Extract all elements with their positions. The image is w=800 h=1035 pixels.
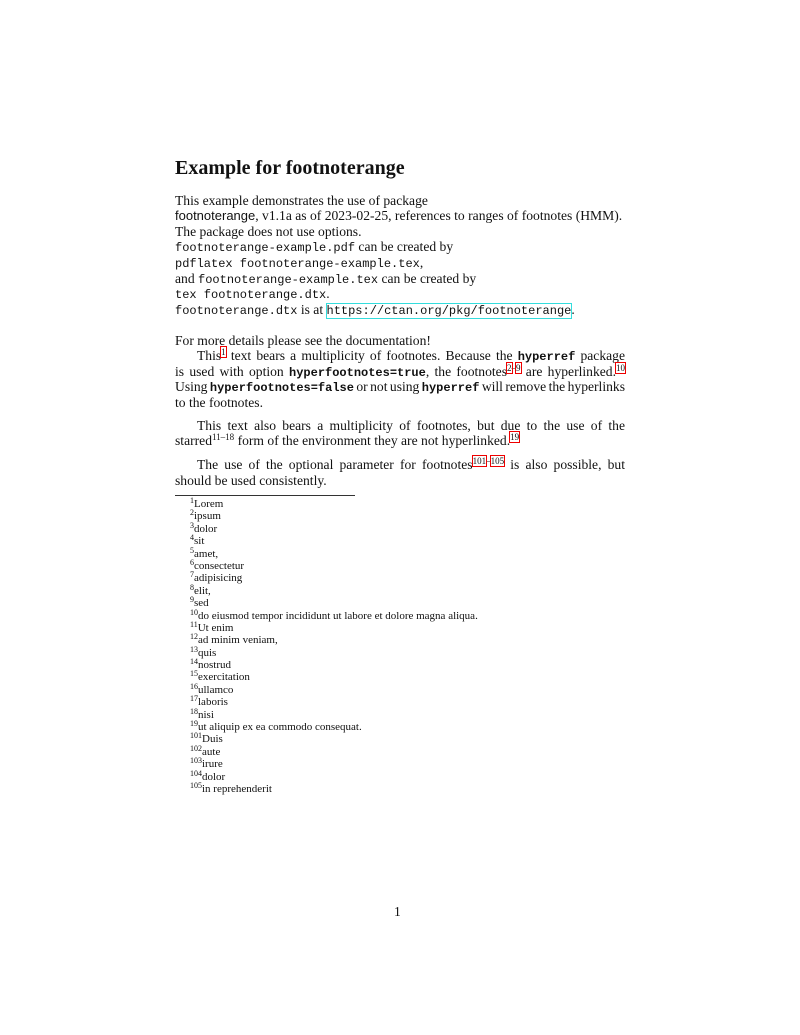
footnote-text: dolor: [202, 770, 226, 783]
text: This text also bears a multiplicity of footnotes, but due to the use of the: [197, 418, 625, 433]
p2-line: [175, 432, 625, 450]
footnote-number: 18: [190, 706, 198, 716]
footnote-number: 105: [190, 780, 202, 790]
filename: footnoterange-example.pdf: [175, 241, 356, 255]
footnote: [190, 733, 478, 745]
text: , v1.1a as of 2023-02-25, references to ranges of footnotes (HMM).: [255, 208, 623, 223]
footnote-text: Duis: [202, 733, 223, 746]
text: –: [511, 363, 516, 373]
footnote-text: ad minim veniam,: [198, 634, 278, 647]
footnote-text: sed: [194, 597, 209, 610]
text: can be created by: [355, 239, 454, 254]
footnote-text: Ut enim: [197, 621, 234, 634]
code: hyperfootnotes=false: [209, 381, 354, 395]
footnote-number: 8: [190, 582, 194, 592]
text: is also possible, but: [504, 457, 625, 472]
footnote-number: 11: [190, 619, 198, 629]
footnote-text: ipsum: [194, 510, 221, 523]
footnote: [190, 498, 478, 510]
footnote: [190, 597, 478, 609]
footnotes: [190, 498, 478, 795]
footnote-text: ullamco: [198, 683, 234, 696]
footnote-number: 14: [190, 657, 198, 667]
filename: footnoterange-example.tex: [198, 273, 379, 287]
footnote-number: 4: [190, 533, 194, 543]
footnote: [190, 520, 478, 535]
footnote-text: do eiusmod tempor incididunt ut labore et dolore magna aliqua.: [198, 609, 478, 622]
text: The use of the optional parameter for footnotes: [197, 457, 473, 472]
footnote: [190, 743, 478, 758]
page-title: Example for footnoterange: [175, 157, 405, 179]
footnote-link[interactable]: 2: [507, 363, 512, 373]
footnote-link[interactable]: 105: [490, 456, 505, 466]
text: .: [571, 302, 575, 317]
footnote: [190, 619, 478, 634]
footnote: [190, 510, 478, 522]
footnote-text: quis: [198, 646, 217, 659]
text: , the footnotes: [425, 364, 507, 379]
text: will remove the hyperlinks: [479, 379, 625, 394]
footnote: [190, 780, 478, 795]
footnote-number: 7: [190, 570, 194, 580]
footnote-number: 13: [190, 644, 198, 654]
footnote: [190, 607, 478, 622]
footnote-text: nisi: [198, 708, 214, 721]
footnote: [190, 758, 478, 770]
text: can be created by: [378, 271, 477, 286]
footnote-text: adipisicing: [194, 572, 243, 585]
details-line: For more details please see the documentation!: [175, 333, 431, 348]
footnote-text: amet,: [194, 547, 219, 560]
footnote-number: 102: [190, 743, 202, 753]
text: The package does not use options.: [175, 224, 362, 239]
footnote-link[interactable]: 19: [510, 432, 520, 442]
footnote-text: sit: [194, 535, 205, 548]
text: Using: [175, 379, 210, 394]
footnote-text: Lorem: [194, 498, 224, 510]
package-name: footnoterange: [175, 208, 256, 223]
footnote-text: ut aliquip ex ea commodo consequat.: [198, 721, 362, 734]
footnote-number: 5: [190, 545, 194, 555]
footnote-text: laboris: [198, 696, 228, 709]
text: This example demonstrates the use of package: [175, 193, 428, 208]
footnote: [190, 696, 478, 708]
footnote-link[interactable]: 101: [472, 456, 487, 466]
text: should be used consistently.: [175, 473, 327, 488]
footnote: [190, 721, 478, 733]
page-number: 1: [394, 904, 401, 919]
footnote: [190, 572, 478, 584]
text: package: [575, 348, 625, 363]
text: .: [326, 286, 330, 301]
text: are hyperlinked.: [520, 364, 616, 379]
text: form of the environment they are not hyperlinked.: [234, 433, 511, 448]
ctan-link[interactable]: https://ctan.org/pkg/footnoterange: [326, 304, 572, 318]
footnote-number: 2: [190, 508, 194, 518]
footnote-text: nostrud: [198, 659, 231, 672]
footnote-link[interactable]: 9: [516, 363, 521, 373]
text: ,: [419, 255, 424, 270]
code: hyperfootnotes=true: [289, 366, 426, 380]
footnote-rule: [175, 495, 355, 496]
footnote-text: aute: [202, 745, 221, 758]
filename: footnoterange.dtx: [175, 304, 298, 318]
footnote-mark: 11–18: [212, 432, 235, 442]
text: This: [197, 348, 222, 363]
code: hyperref: [421, 381, 480, 395]
footnote-number: 104: [190, 768, 202, 778]
footnote-number: 3: [190, 520, 194, 530]
footnote-number: 6: [190, 557, 194, 567]
footnote: [190, 557, 478, 572]
footnote-number: 9: [190, 595, 194, 605]
footnote-number: 101: [190, 731, 202, 741]
text: is used with option: [175, 364, 290, 379]
footnote-number: 16: [190, 681, 198, 691]
footnote: [190, 634, 478, 646]
text: text bears a multiplicity of footnotes. Because the: [225, 348, 518, 363]
footnote: [190, 535, 478, 547]
text: is at: [297, 302, 327, 317]
footnote-link[interactable]: 1: [221, 347, 226, 357]
p3-line: [175, 472, 625, 490]
footnote-text: elit,: [194, 584, 211, 597]
footnote-number: 17: [190, 694, 198, 704]
text: and: [175, 271, 199, 286]
footnote: [190, 768, 478, 783]
footnote-number: 10: [190, 607, 198, 617]
footnote-number: 15: [190, 669, 198, 679]
text: starred: [175, 433, 212, 448]
footnote-text: in reprehenderit: [202, 782, 272, 795]
footnote: [190, 582, 478, 597]
footnote-text: irure: [202, 758, 223, 771]
footnote-number: 103: [190, 756, 202, 766]
text: to the footnotes.: [175, 395, 263, 410]
footnote-number: 19: [190, 719, 198, 729]
footnote-text: dolor: [194, 522, 218, 535]
code: hyperref: [517, 350, 576, 364]
footnote: [190, 671, 478, 683]
command: tex footnoterange.dtx: [175, 288, 327, 302]
p1-line: [175, 394, 625, 412]
intro-line: [175, 301, 625, 319]
footnote-text: consectetur: [194, 559, 245, 572]
command: pdflatex footnoterange-example.tex: [175, 257, 420, 271]
footnote: [190, 644, 478, 659]
footnote: [190, 659, 478, 671]
footnote: [190, 545, 478, 560]
footnote-text: exercitation: [198, 671, 250, 684]
footnote-number: 1: [190, 496, 194, 505]
text: or not using: [353, 379, 422, 394]
footnote: [190, 681, 478, 696]
text: –: [486, 456, 491, 466]
footnote-number: 12: [190, 632, 198, 642]
footnote: [190, 706, 478, 721]
footnote-link[interactable]: 10: [615, 363, 625, 373]
